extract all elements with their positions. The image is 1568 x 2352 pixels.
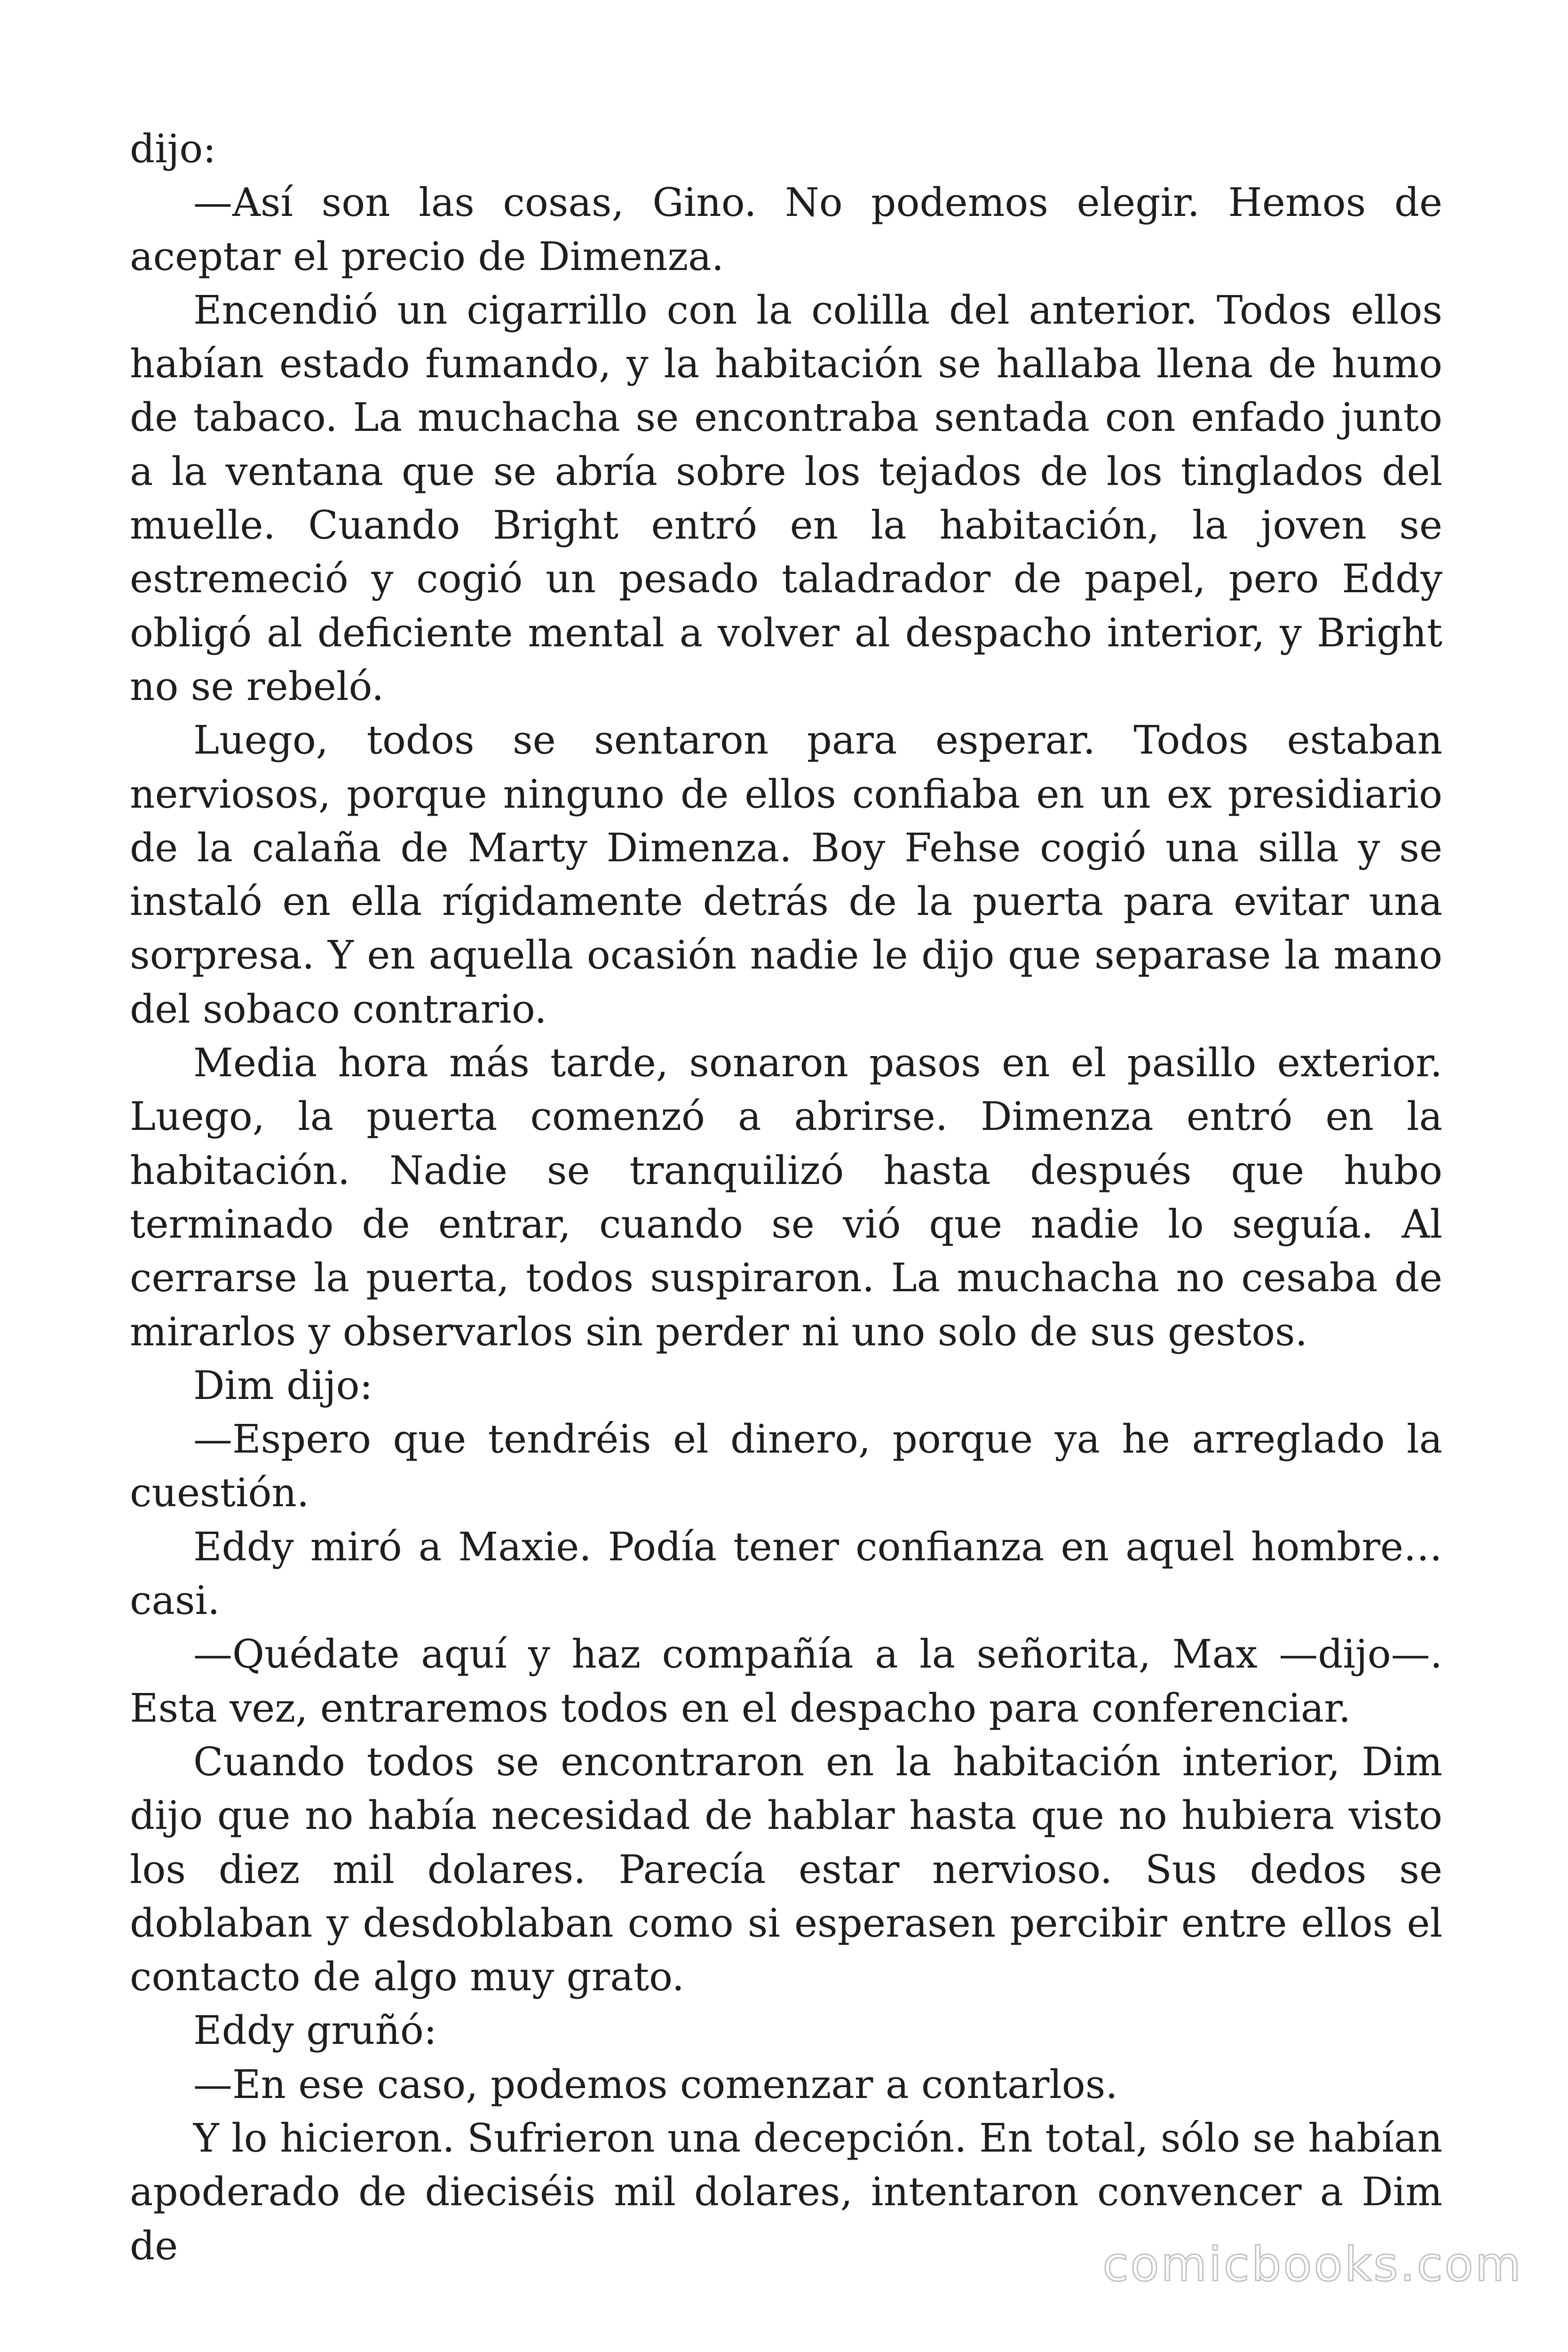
paragraph: Eddy miró a Maxie. Podía tener confianza en aquel hombre… casi. [130, 1524, 1442, 1624]
paragraph: dijo: [130, 126, 216, 172]
paragraph: —En ese caso, podemos comenzar a contarlos. [193, 2061, 1118, 2107]
paragraph: Cuando todos se encontraron en la habitación interior, Dim dijo que no había necesidad de hablar hasta que no hubiera visto los diez mil dolares. Parecía estar nervioso. Sus dedos se doblaban y desdoblaban como si esperasen percibir entre ellos el contacto de algo muy grato. [130, 1739, 1442, 2000]
paragraph: Dim dijo: [193, 1362, 373, 1408]
paragraph: Encendió un cigarrillo con la colilla del anterior. Todos ellos habían estado fumando, y la habitación se hallaba llena de humo de tabaco. La muchacha se encontraba sentada con enfado junto a la ventana que se abría sobre los tejados de los tinglados del muelle. Cuando Bright entró en la habitación, la joven se estremeció y cogió un pesado taladrador de papel, pero Eddy obligó al deficiente mental a volver al despacho interior, y Bright no se rebeló. [130, 287, 1442, 709]
paragraph: Y lo hicieron. Sufrieron una decepción. En total, sólo se habían apoderado de dieciséis mil dolares, intentaron convencer a Dim de [130, 2115, 1442, 2269]
paragraph: —Espero que tendréis el dinero, porque ya he arreglado la cuestión. [130, 1416, 1442, 1516]
watermark: comicbooks.com [1102, 2237, 1523, 2292]
page-body [130, 122, 1442, 2273]
paragraph: Media hora más tarde, sonaron pasos en el pasillo exterior. Luego, la puerta comenzó a abrirse. Dimenza entró en la habitación. Nadie se tranquilizó hasta después que hubo terminado de entrar, cuando se vió que nadie lo seguía. Al cerrarse la puerta, todos suspiraron. La muchacha no cesaba de mirarlos y observarlos sin perder ni uno solo de sus gestos. [130, 1040, 1442, 1355]
paragraph: —Así son las cosas, Gino. No podemos elegir. Hemos de aceptar el precio de Dimenza. [130, 180, 1442, 279]
paragraph: Eddy gruñó: [193, 2008, 437, 2054]
paragraph: —Quédate aquí y haz compañía a la señorita, Max —dijo—. Esta vez, entraremos todos en el despacho para conferenciar. [130, 1631, 1442, 1731]
paragraph: Luego, todos se sentaron para esperar. Todos estaban nerviosos, porque ninguno de ellos confiaba en un ex presidiario de la calaña de Marty Dimenza. Boy Fehse cogió una silla y se instaló en ella rígidamente detrás de la puerta para evitar una sorpresa. Y en aquella ocasión nadie le dijo que separase la mano del sobaco contrario. [130, 717, 1442, 1032]
